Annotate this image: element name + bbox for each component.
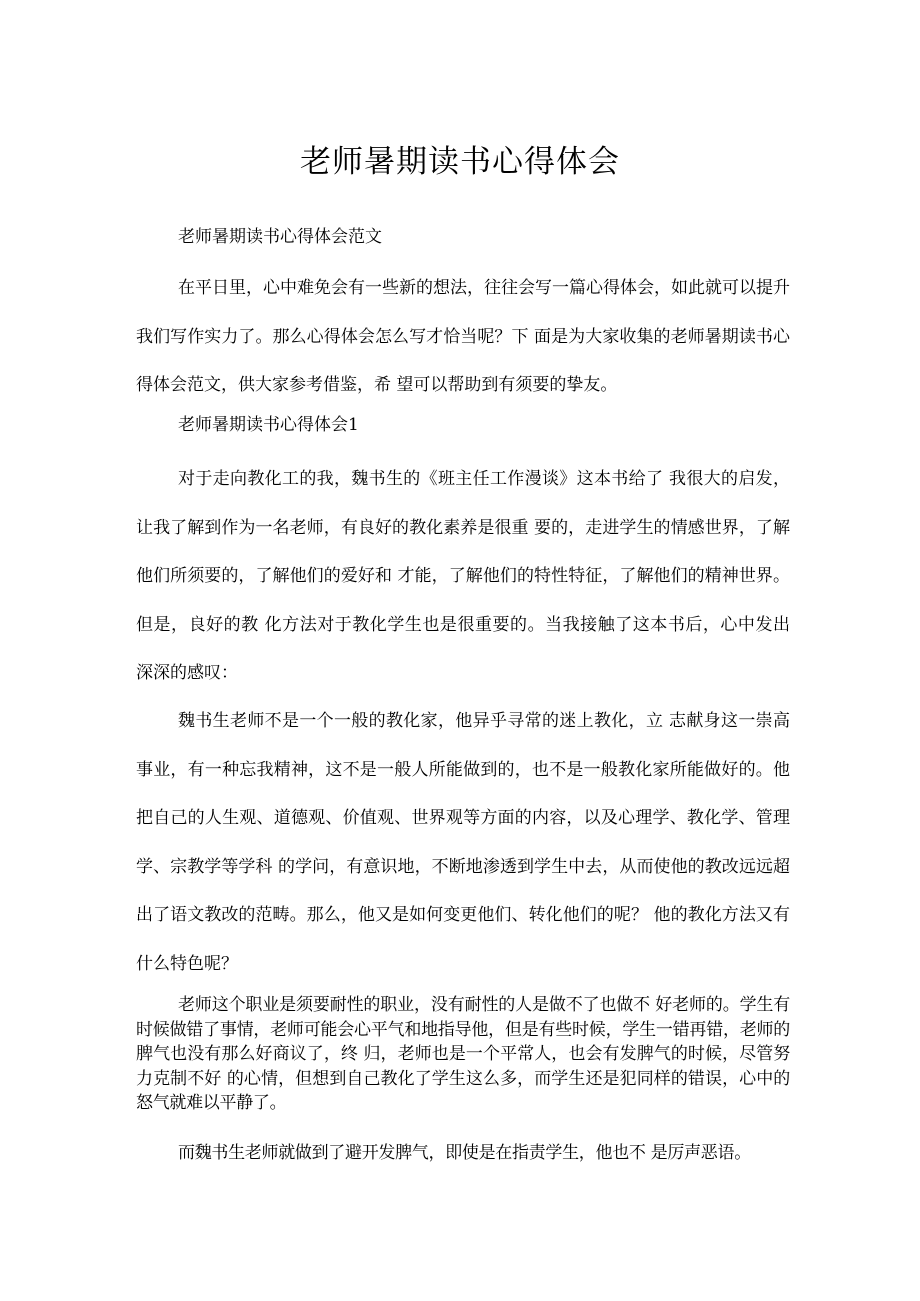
body-paragraph: 而魏书生老师就做到了避开发脾气，即使是在指责学生，他也不 是厉声恶语。 — [178, 1143, 751, 1163]
section-heading: 老师暑期读书心得体会1 — [178, 415, 359, 435]
intro-paragraph: 在平日里，心中难免会有一些新的想法，往往会写一篇心得体会，如此就可以提升我们写作实力了。那么心得体会怎么写才恰当呢？下 面是为大家收集的老师暑期读书心得体会范文，供大家参考借鉴，希 望可以帮助到有须要的挚友。 — [136, 278, 790, 395]
body-paragraph: 老师这个职业是须要耐性的职业，没有耐性的人是做不了也做不 好老师的。学生有时候做错了事情，老师可能会心平气和地指导他，但是有些时候，学生一错再错，老师的脾气也没有那么好商议了，终 归，老师也是一个平常人，也会有发脾气的时候，尽管努力克制不好 的心情，但想到自己教化了学生这么多，而学生还是犯同样的错误，心中的怒气就难以平静了。 — [136, 995, 790, 1114]
body-paragraph: 对于走向教化工的我，魏书生的《班主任工作漫谈》这本书给了 我很大的启发，让我了解到作为一名老师，有良好的教化素养是很重 要的，走进学生的情感世界，了解他们所须要的，了解他们的爱好和 才能，了解他们的特性特征，了解他们的精神世界。但是，良好的教 化方法对于教化学生也是很重要的。当我接触了这本书后，心中发出 深深的感叹： — [136, 469, 790, 683]
page-title: 老师暑期读书心得体会 — [300, 144, 620, 180]
document-subtitle: 老师暑期读书心得体会范文 — [178, 227, 382, 247]
body-paragraph: 魏书生老师不是一个一般的教化家，他异乎寻常的迷上教化，立 志献身这一崇高事业，有一种忘我精神，这不是一般人所能做到的，也不是一般教化家所能做好的。他把自己的人生观、道德观、价值观、世界观等方面的内容，以及心理学、教化学、管理学、宗教学等学科 的学问，有意识地，不断地渗透到学生中去，从而使他的教改远远超 出了语文教改的范畴。那么，他又是如何变更他们、转化他们的呢？ 他的教化方法又有什么特色呢？ — [136, 711, 790, 974]
